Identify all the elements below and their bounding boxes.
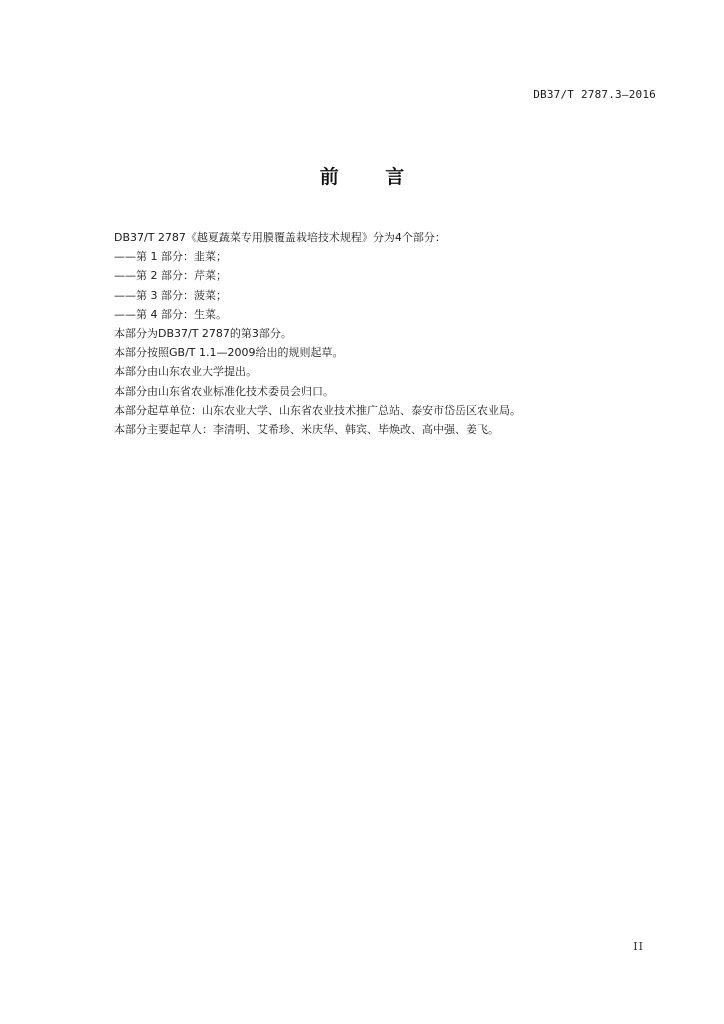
list-item-part-1: ——第 1 部分：韭菜； — [114, 250, 227, 264]
list-item-part-2: ——第 2 部分：芹菜； — [114, 269, 227, 283]
paragraph-centralized-by: 本部分由山东省农业标准化技术委员会归口。 — [114, 384, 334, 398]
document-code-header: DB37/T 2787.3—2016 — [533, 88, 656, 101]
paragraph-parts-intro: DB37/T 2787《越夏蔬菜专用膜覆盖栽培技术规程》分为4个部分： — [114, 231, 446, 244]
paragraph-this-part: 本部分为DB37/T 2787的第3部分。 — [114, 326, 292, 340]
list-item-part-3: ——第 3 部分：菠菜； — [114, 288, 227, 302]
paragraph-drafters: 本部分主要起草人：李清明、艾希珍、米庆华、韩宾、毕焕改、高中强、姜飞。 — [114, 422, 499, 436]
foreword-body — [114, 228, 634, 439]
paragraph-drafting-rules: 本部分按照GB/T 1.1—2009给出的规则起草。 — [114, 346, 344, 360]
list-item-part-4: ——第 4 部分：生菜。 — [114, 307, 227, 321]
paragraph-proposed-by: 本部分由山东农业大学提出。 — [114, 365, 257, 379]
page-number: II — [633, 940, 644, 953]
paragraph-drafting-units: 本部分起草单位：山东农业大学、山东省农业技术推广总站、泰安市岱岳区农业局。 — [114, 403, 521, 417]
foreword-title: 前 言 — [319, 166, 425, 188]
